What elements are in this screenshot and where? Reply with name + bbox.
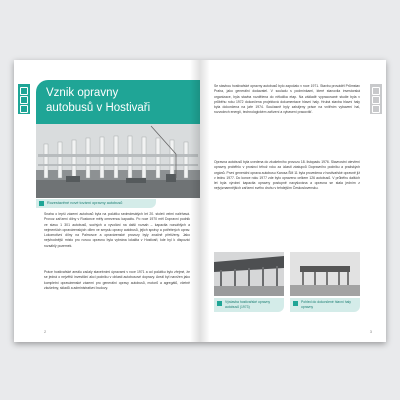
small-photo-caption-1: Výstavba hostivařské opravny autobusů (1973) bbox=[225, 300, 271, 309]
left-paragraph-2: Práce hostivařské areálu začaly stavebními úpravami v roce 1971 a od počátku bylo zřejmé, že se jedná o největší investiční akci podniku v oblasti autobusové dopravy. Areál byl navržen jako kompletní opravárenské zázemí pro generální opravy autobusů, motorů a agregátů, včetně zkušebny, skladů a administrativní budovy. bbox=[44, 270, 190, 290]
right-paragraph-1: Se stavbou hostivařské opravny autobusů bylo započato v roce 1971. Stavbu prováděl Průmstav Praha, jako generální dodavatel. V souladu s podmínkami, které stanovila investorská organizace, byla stavba rozdělena do několika etap. Na základě vypracované studie byla v průběhu roku 1972 dokončena projektová dokumentace hlavní haly. Hrubá stavba hlavní haly byla dokončena na jaře 1974. Současně byly zahájeny práce na vnitřním vybavení hal, rozvodech energií, technologickém zařízení a vybavení pracovišť. bbox=[214, 84, 360, 115]
bus-icon bbox=[372, 87, 380, 95]
bus-icon bbox=[372, 96, 380, 104]
construction-photo bbox=[36, 124, 200, 198]
caption-marker-icon bbox=[39, 201, 44, 206]
construction-photo-small-2 bbox=[290, 252, 360, 296]
left-page bbox=[14, 60, 200, 342]
gutter-shadow bbox=[190, 60, 200, 342]
bus-icon bbox=[20, 105, 28, 113]
bus-icon bbox=[20, 87, 28, 95]
right-paragraph-2: Opravna autobusů byla uvedena do zkušebního provozu 18. listopadu 1976. Slavnostní otevření opravny proběhlo v prosinci téhož roku za účasti zástupců Dopravního podniku a pražských orgánů. První generální oprava autobusu Karosa ŠM 11 byla provedena v hostivařské opravně již v lednu 1977. Do konce roku 1977 zde bylo opraveno celkem 126 autobusů. V průběhu dalších let byla výrobní kapacita opravny postupně navyšována a opravna se stala jedním z nejvýznamnějších zařízení svého druhu v tehdejším Československu. bbox=[214, 160, 361, 191]
bus-icon bbox=[372, 105, 380, 113]
construction-photo-image bbox=[214, 252, 284, 296]
construction-photo-image bbox=[36, 124, 200, 198]
photo-caption: Rozestavěné nové tovární opravny autobusů bbox=[47, 201, 123, 205]
right-page-number: 3 bbox=[369, 329, 372, 334]
photo-caption-bar bbox=[36, 199, 156, 208]
bus-tab-marker bbox=[370, 84, 382, 114]
chapter-title-box bbox=[36, 80, 200, 124]
small-photo-caption-2: Pohled do dokončené hlavní haly opravny bbox=[301, 300, 351, 309]
caption-marker-icon bbox=[293, 301, 298, 306]
small-photo-caption-bar-2 bbox=[290, 298, 360, 312]
gutter-shadow bbox=[200, 60, 210, 342]
bus-icon bbox=[20, 96, 28, 104]
caption-marker-icon bbox=[217, 301, 222, 306]
right-page bbox=[200, 60, 386, 342]
chapter-title: Vznik opravny autobusů v Hostivaři bbox=[46, 87, 151, 114]
left-page-number: 2 bbox=[44, 329, 47, 334]
construction-photo-small-1 bbox=[214, 252, 284, 296]
bus-tab-marker bbox=[18, 84, 30, 114]
construction-photo-image bbox=[290, 252, 360, 296]
small-photo-caption-bar-1 bbox=[214, 298, 284, 312]
book-spread bbox=[14, 60, 386, 342]
left-paragraph-1: Snaha o lepší zázemí autobusů byla na počátku sedmdesátých let 20. století velmi naléhavá. Provoz zařízení dílny v Rustonce měly omezenou kapacitu. Po roce 1970 měl Dopravní podnik ve stavu 1 301 autobusů, suchých a vyvolání na další rozsah – kapacita rozsáhlých a nejmenších opravárenských dílen ve smyslu opravy autobusů, jejich správy a potřebných oprav. Lokomotivní dílny na Palmovce a opravárenské provozy byly značně přetíženy. Jako nejvhodnější místo pro novou opravnu byla vybrána lokalita v Hostivaři, kde byl k dispozici rozsáhlý pozemek. bbox=[44, 212, 190, 248]
